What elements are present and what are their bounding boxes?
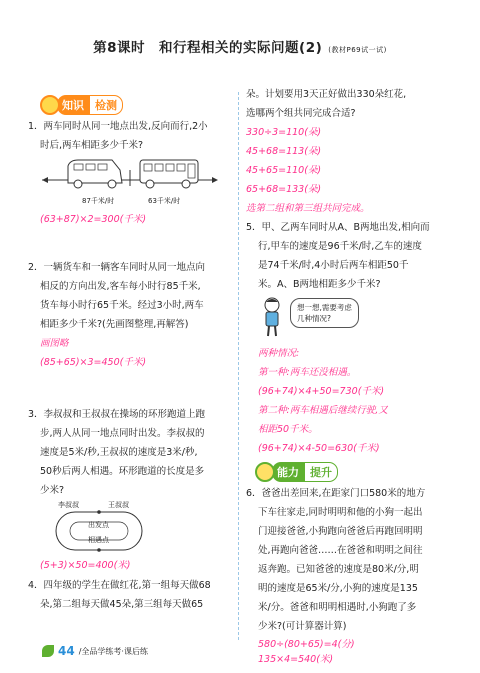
q5-line-1: 5．甲、乙两车同时从A、B两地出发,相向而: [246, 222, 430, 233]
q6-line-8: 少米?(可计算器计算): [258, 621, 347, 632]
q4-line-3: 朵。计划要用3天正好做出330朵红花,: [246, 89, 407, 100]
bus-icon: [140, 160, 198, 188]
q3-label-wang: 王叔叔: [108, 501, 129, 509]
page-number: 44: [58, 644, 75, 658]
q5-bubble-line-2: 几种情况?: [297, 314, 331, 323]
q1-speed-left: 87千米/时: [82, 197, 115, 205]
q4-answer-2: 45+68=113(朵): [246, 146, 322, 157]
q2-line-2: 相反的方向出发,客车每小时行85千米,: [40, 281, 201, 292]
q5-answer-4: 第二种:两车相遇后继续行驶,又: [258, 405, 388, 416]
question-5: [246, 218, 430, 294]
q6-line-7: 米/分。爸爸和明明相遇时,小狗跑了多: [258, 602, 417, 613]
q1-line-1: 1．两车同时从同一地点出发,反向而行,2小: [28, 121, 208, 132]
student-figure-icon: [258, 296, 286, 338]
q6-line-1: 6．爸爸出差回来,在距家门口580米的地方: [246, 488, 426, 499]
q3-label-meet: 相遇点: [88, 536, 109, 544]
q2-answer-2: (85+65)×3=450(千米): [40, 357, 147, 368]
q5-thought-bubble: [290, 298, 359, 328]
q5-answer-3: (96+74)×4+50=730(千米): [258, 386, 385, 397]
q5-bubble-line-1: 想一想,需要考虑: [297, 303, 352, 312]
section-label-2: 提升: [304, 462, 338, 482]
van-icon: [68, 160, 122, 188]
q3-line-2: 步,两人从同一地点同时出发。李叔叔的: [40, 428, 205, 439]
question-1: [28, 117, 208, 155]
q6-line-4: 处,再跑向爸爸……在爸爸和明明之间往: [258, 545, 423, 556]
q3-label-li: 李叔叔: [58, 501, 79, 509]
q4-answer-4: 65+68=133(朵): [246, 184, 322, 195]
q5-answer-5: 相距50千米。: [258, 424, 318, 435]
q2-line-1: 2．一辆货车和一辆客车同时从同一地点向: [28, 262, 206, 273]
q1-answer: (63+87)×2=300(千米): [40, 214, 147, 225]
q1-speed-right: 63千米/时: [148, 197, 181, 205]
q6-answers: [258, 637, 355, 667]
q4-answer-3: 45+65=110(朵): [246, 165, 322, 176]
q5-line-2: 行,甲车的速度是96千米/时,乙车的速度: [258, 241, 422, 252]
q3-line-3: 速度是5米/秒,王叔叔的速度是3米/秒,: [40, 447, 198, 458]
q4-answer-5: 选第二组和第三组共同完成。: [246, 203, 370, 214]
page-footer: [42, 644, 148, 658]
column-divider: [238, 92, 239, 640]
question-2: [28, 258, 205, 372]
q4-answer-1: 330÷3=110(朵): [246, 127, 322, 138]
question-4-continued: [246, 85, 406, 218]
q6-line-2: 下车往家走,同时明明和他的小狗一起出: [258, 507, 423, 518]
q3-line-1: 3．李叔叔和王叔叔在操场的环形跑道上跑: [28, 409, 206, 420]
q3-answer: (5+3)×50=400(米): [40, 560, 131, 571]
q2-line-3: 货车每小时行65千米。经过3小时,两车: [40, 300, 204, 311]
q5-answer-2: 第一种:两车还没相遇。: [258, 367, 357, 378]
q6-line-3: 门迎接爸爸,小狗跑向爸爸后再跑回明明: [258, 526, 423, 537]
q1-line-2: 时后,两车相距多少千米?: [40, 140, 144, 151]
q6-line-5: 返奔跑。已知爸爸的速度是80米/分,明: [258, 564, 419, 575]
pencil-icon: [255, 462, 275, 482]
q1-diagram: [40, 156, 220, 200]
q4-line-1: 4．四年级的学生在做红花,第一组每天做68: [28, 580, 211, 591]
lightbulb-icon: [40, 95, 60, 115]
q3-line-5: 少米?: [40, 485, 65, 496]
section-label-1: 知识: [57, 95, 89, 115]
q4-line-4: 选哪两个组共同完成合适?: [246, 108, 356, 119]
question-4: [28, 576, 211, 614]
question-3: [28, 405, 205, 500]
section-label-2: 检测: [89, 95, 123, 115]
q2-line-4: 相距多少千米?(先画图整理,再解答): [40, 319, 189, 330]
q5-answer-1: 两种情况:: [258, 348, 300, 359]
q5-line-4: 米。A、B两地相距多少千米?: [258, 279, 381, 290]
q3-label-start: 出发点: [88, 521, 109, 529]
q5-answers: [258, 344, 388, 458]
page-title: [0, 36, 480, 56]
title-source: (教材P69试一试): [328, 46, 387, 54]
q5-line-3: 是74千米/时,4小时后两车相距50千: [258, 260, 409, 271]
q6-line-6: 明的速度是65米/分,小狗的速度是135: [258, 583, 418, 594]
q6-answer-1: 580÷(80+65)=4(分): [258, 639, 355, 650]
q4-line-2: 朵,第二组每天做45朵,第三组每天做65: [40, 599, 204, 610]
q6-answer-2: 135×4=540(米): [258, 654, 334, 665]
q5-answer-6: (96+74)×4-50=630(千米): [258, 443, 380, 454]
q3-line-4: 50秒后两人相遇。环形跑道的长度是多: [40, 466, 205, 477]
section-header-knowledge: [40, 95, 123, 115]
title-text: 第8课时 和行程相关的实际问题(2): [93, 40, 323, 56]
section-label-1: 能力: [272, 462, 304, 482]
section-header-ability: [255, 462, 338, 482]
question-6: [246, 484, 425, 636]
q2-answer-1: 画图略: [40, 338, 69, 349]
leaf-icon: [42, 645, 54, 657]
footer-text: /全品学练考·课后练: [78, 646, 148, 656]
